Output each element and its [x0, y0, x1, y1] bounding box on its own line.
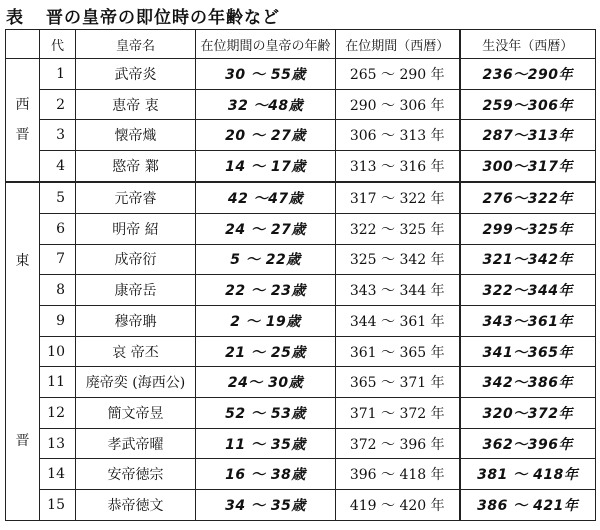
cell-age: 11 ～ 35歳 [196, 428, 336, 459]
cell-age: 32 ～48歳 [196, 89, 336, 120]
dynasty-west-jin [6, 59, 40, 182]
cell-life: 381 ～ 418年 [460, 459, 596, 490]
cell-name: 廃帝奕 (海西公) [76, 367, 196, 398]
cell-life: 299～325年 [460, 213, 596, 244]
dynasty-char: 東 [15, 253, 30, 270]
table-caption [6, 2, 280, 28]
cell-name: 懐帝熾 [76, 120, 196, 151]
header-number: 代 [40, 30, 76, 59]
cell-life: 321～342年 [460, 244, 596, 275]
cell-reign: 343 ～ 344 年 [336, 275, 460, 306]
cell-life: 300～317年 [460, 151, 596, 182]
cell-life: 322～344年 [460, 275, 596, 306]
cell-number: 15 [40, 490, 76, 521]
caption-label: 表 [6, 7, 24, 28]
cell-age: 24～ 30歳 [196, 367, 336, 398]
header-age: 在位期間の皇帝の年齢 [196, 30, 336, 59]
cell-age: 42 ～47歳 [196, 182, 336, 213]
cell-age: 5 ～ 22歳 [196, 244, 336, 275]
cell-age: 30 ～ 55歳 [196, 59, 336, 90]
cell-life: 276～322年 [460, 182, 596, 213]
cell-reign: 265 ～ 290 年 [336, 59, 460, 90]
cell-reign: 322 ～ 325 年 [336, 213, 460, 244]
cell-age: 24 ～ 27歳 [196, 213, 336, 244]
emperor-table [5, 29, 596, 521]
cell-number: 2 [40, 89, 76, 120]
cell-name: 愍帝 鄴 [76, 151, 196, 182]
cell-reign: 306 ～ 313 年 [336, 120, 460, 151]
cell-name: 恵帝 衷 [76, 89, 196, 120]
cell-age: 14 ～ 17歳 [196, 151, 336, 182]
cell-reign: 361 ～ 365 年 [336, 336, 460, 367]
table-row [6, 367, 596, 398]
cell-age: 34 ～ 35歳 [196, 490, 336, 521]
cell-number: 11 [40, 367, 76, 398]
header-life: 生没年（西暦） [460, 30, 596, 59]
cell-number: 10 [40, 336, 76, 367]
dynasty-char: 西 [15, 96, 30, 113]
table-row [6, 305, 596, 336]
cell-reign: 419 ～ 420 年 [336, 490, 460, 521]
cell-name: 明帝 紹 [76, 213, 196, 244]
cell-number: 14 [40, 459, 76, 490]
table-row [6, 336, 596, 367]
cell-life: 341～365年 [460, 336, 596, 367]
dynasty-char: 晋 [15, 433, 30, 450]
cell-life: 342～386年 [460, 367, 596, 398]
cell-reign: 313 ～ 316 年 [336, 151, 460, 182]
table-row [6, 275, 596, 306]
dynasty-east-jin [6, 182, 40, 521]
dynasty-char: 晋 [15, 126, 30, 143]
table-row [6, 89, 596, 120]
cell-name: 成帝衍 [76, 244, 196, 275]
table-row [6, 459, 596, 490]
cell-number: 5 [40, 182, 76, 213]
cell-reign: 371 ～ 372 年 [336, 398, 460, 429]
table-row [6, 151, 596, 182]
cell-name: 孝武帝曜 [76, 428, 196, 459]
cell-reign: 317 ～ 322 年 [336, 182, 460, 213]
cell-number: 1 [40, 59, 76, 90]
cell-reign: 365 ～ 371 年 [336, 367, 460, 398]
cell-age: 2 ～ 19歳 [196, 305, 336, 336]
table-row [6, 428, 596, 459]
cell-life: 362～396年 [460, 428, 596, 459]
cell-name: 恭帝徳文 [76, 490, 196, 521]
header-name: 皇帝名 [76, 30, 196, 59]
cell-number: 12 [40, 398, 76, 429]
header-reign: 在位期間（西暦） [336, 30, 460, 59]
cell-name: 康帝岳 [76, 275, 196, 306]
cell-age: 52 ～ 53歳 [196, 398, 336, 429]
table-row [6, 398, 596, 429]
cell-reign: 325 ～ 342 年 [336, 244, 460, 275]
cell-number: 9 [40, 305, 76, 336]
cell-age: 16 ～ 38歳 [196, 459, 336, 490]
cell-number: 3 [40, 120, 76, 151]
cell-number: 6 [40, 213, 76, 244]
table-row [6, 244, 596, 275]
cell-reign: 396 ～ 418 年 [336, 459, 460, 490]
table-row [6, 59, 596, 90]
table-row [6, 490, 596, 521]
cell-name: 穆帝聃 [76, 305, 196, 336]
cell-reign: 372 ～ 396 年 [336, 428, 460, 459]
cell-age: 22 ～ 23歳 [196, 275, 336, 306]
cell-life: 343～361年 [460, 305, 596, 336]
cell-name: 武帝炎 [76, 59, 196, 90]
table-row [6, 213, 596, 244]
table-row [6, 120, 596, 151]
cell-number: 13 [40, 428, 76, 459]
header-row [6, 30, 596, 59]
cell-name: 元帝睿 [76, 182, 196, 213]
cell-reign: 344 ～ 361 年 [336, 305, 460, 336]
cell-life: 259～306年 [460, 89, 596, 120]
cell-name: 簡文帝昱 [76, 398, 196, 429]
cell-life: 236～290年 [460, 59, 596, 90]
table-row [6, 182, 596, 213]
cell-number: 7 [40, 244, 76, 275]
cell-life: 287～313年 [460, 120, 596, 151]
cell-name: 哀 帝丕 [76, 336, 196, 367]
caption-text: 晋の皇帝の即位時の年齢など [46, 7, 280, 28]
cell-life: 320～372年 [460, 398, 596, 429]
cell-age: 20 ～ 27歳 [196, 120, 336, 151]
cell-number: 4 [40, 151, 76, 182]
cell-name: 安帝徳宗 [76, 459, 196, 490]
cell-life: 386 ～ 421年 [460, 490, 596, 521]
header-dynasty [6, 30, 40, 59]
cell-age: 21 ～ 25歳 [196, 336, 336, 367]
cell-reign: 290 ～ 306 年 [336, 89, 460, 120]
cell-number: 8 [40, 275, 76, 306]
